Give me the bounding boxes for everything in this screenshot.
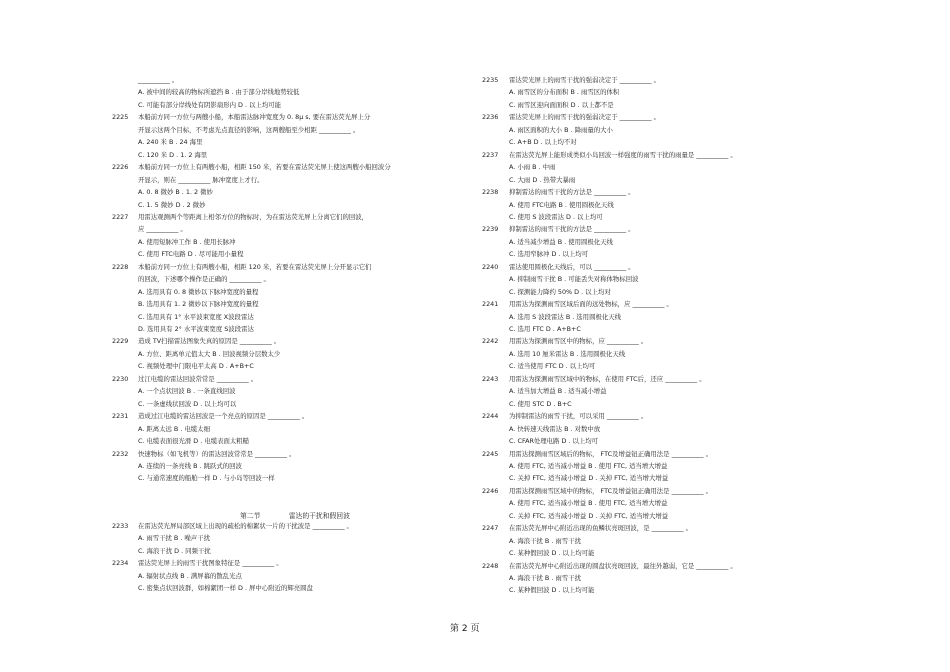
question-stem: 用雷达观测两个等距离上相邻方位的物标时，为在雷达荧光屏上分离它们的回波， — [138, 212, 369, 221]
question-stem: 本船前方同一方位上有两艘小船，相距 120 米，若要在雷达荧光屏上分开显示它们 — [138, 262, 372, 271]
page-number: 第 2 页 — [450, 624, 480, 634]
question-stem: 抑制雷达的雨雪干扰的方法是 __________ 。 — [509, 188, 635, 197]
question-stem: 本船前方同一方位与两艘小船，本船雷达脉冲宽度为 0. 8μ s, 要在雷达荧光屏上分 — [138, 113, 371, 122]
question-line: A. 雨雪干扰 B . 噪声干扰 — [138, 534, 210, 543]
question-stem: 抑制雷达的雨雪干扰的方法是 __________ 。 — [509, 225, 635, 234]
question-stem: 雷达荧光屏上的雨雪干扰的强弱决定于 __________ 。 — [509, 113, 661, 122]
question-line: 开显示，则在 __________ 脉冲宽度上才行。 — [138, 175, 264, 184]
question-number: 2243 — [482, 374, 499, 383]
question-line: C. 使用 STC D . B+C — [509, 399, 572, 408]
question-stem: 用雷达为探测雨雪区域中的物标，在使用 FTC后，还应 __________ 。 — [509, 374, 706, 383]
question-number: 2230 — [112, 374, 129, 383]
question-number: 2247 — [482, 524, 499, 533]
question-number: 2240 — [482, 262, 499, 271]
question-number: 2228 — [112, 262, 129, 271]
question-line: A. 海浪干扰 B . 雨雪干扰 — [509, 574, 581, 582]
question-line: C. 关掉 FTC, 适当减小增益 D . 关掉 FTC, 适当增大增益 — [509, 511, 669, 520]
question-stem: 在雷达荧光屏上能形成类似小岛回波一样强度的雨雪干扰的雨量是 __________ 。 — [509, 150, 737, 159]
question-stem: 过江电缆的雷达回波常常是 __________ 。 — [138, 374, 258, 383]
question-line: A. 使用 FTC电路 B . 使用圆极化天线 — [509, 200, 614, 209]
question-stem: 快速物标（如飞机等）的雷达回波常常是 __________ 。 — [138, 449, 296, 458]
question-line: A. 选用具有 0. 8 微妙以下脉冲宽度的量程 — [138, 287, 259, 296]
question-line: D. 选用具有 2° 水平波束宽度 S波段雷达 — [138, 325, 254, 333]
question-line: A. 被中间的较高的物标所遮挡 B . 由于部分岸线地势较低 — [138, 88, 300, 97]
question-stem: 在雷达荧光屏中心附近出现的圆盘状亮斑回波，最往外越弱，它是 __________ 。 — [509, 561, 737, 570]
question-number: 2227 — [112, 212, 129, 221]
question-line: A. 海浪干扰 B . 雨雪干扰 — [509, 536, 581, 545]
question-line: 开显示这两个目标，不考虑光点直径的影响，这两艘船至少相距 __________ 。 — [138, 125, 360, 134]
question-number: 2238 — [482, 188, 499, 197]
question-line: C. 使用 S 波段雷达 D . 以上均可 — [509, 212, 603, 221]
question-line: A. 连续的一条亮线 B . 跳跃式的回波 — [138, 461, 242, 470]
question-line: A. 雨雪区的分布面积 B . 雨雪区的体积 — [509, 88, 620, 97]
question-number: 2245 — [482, 449, 499, 458]
question-stem: 为抑制雷达的雨雪干扰，可以采用 __________ 。 — [509, 412, 648, 421]
question-number: 2242 — [482, 337, 499, 346]
question-line: C. 1. 5 微妙 D . 2 微妙 — [138, 200, 206, 209]
question-line: C. 某种假回波 D . 以上均可能 — [509, 549, 595, 558]
question-number: 2239 — [482, 225, 499, 234]
question-line: C. 适当使用 FTC D . 以上均可 — [509, 362, 596, 371]
question-line: __________ 。 — [138, 76, 179, 84]
question-stem: 在雷达荧光屏中心附近出现的鱼鳞状亮斑回波，是 __________ 。 — [509, 524, 692, 533]
question-number: 2246 — [482, 486, 499, 495]
question-line: C. 与通常速度的船舶一样 D . 与小岛等回波一样 — [138, 474, 275, 483]
question-line: 应 __________ 。 — [138, 225, 187, 234]
question-number: 2234 — [112, 559, 129, 568]
question-line: C. 一条虚线状回波 D . 以上均可以 — [138, 399, 237, 408]
question-line: C. 选用窄脉冲 D . 以上均可 — [509, 250, 589, 259]
question-number: 2244 — [482, 412, 499, 421]
question-line: B. 选用具有 1. 2 微妙以下脉冲宽度的量程 — [138, 300, 259, 309]
question-line: C. A+B D . 以上均不对 — [509, 138, 577, 147]
question-line: C. 电缆表面很光滑 D . 电缆表面太粗糙 — [138, 437, 250, 446]
section-label: 第二节 — [240, 512, 261, 520]
question-line: A. 辐射状点线 B . 满屏幕的散乱光点 — [138, 571, 242, 580]
question-line: C. 视频处理中门限电平太高 D . A+B+C — [138, 362, 254, 371]
question-line: C. 探测能力降约 50% D . 以上均对 — [509, 287, 611, 296]
question-stem: 用雷达为探测雨雪区中的物标，应 __________ 。 — [509, 337, 648, 346]
question-stem: 在雷达荧光屏局部区域上出现的疏松的棉絮状一片的干扰波是 __________ 。 — [138, 522, 353, 530]
question-line: A. 小雨 B . 中雨 — [509, 163, 556, 172]
question-stem: 雷达荧光屏上的雨雪干扰的强弱决定于 __________ 。 — [509, 76, 661, 84]
question-number: 2248 — [482, 561, 499, 570]
question-stem: 雷达使用圆极化天线后，可以 __________ 。 — [509, 262, 635, 271]
question-number: 2233 — [112, 522, 129, 530]
question-line: C. CFAR处理电路 D . 以上均可 — [509, 437, 599, 446]
question-line: C. 选用具有 1° 水平波束宽度 X波段雷达 — [138, 312, 254, 321]
question-line: C. 雨雪区迎向面面积 D . 以上都不是 — [509, 100, 614, 109]
question-line: A. 方位、距离单元值太大 B . 回波视频分层数太少 — [138, 349, 281, 358]
question-stem: 造成 TV扫描雷达图象失真的原因是 __________ 。 — [138, 337, 281, 346]
question-line: A. 0. 8 微妙 B . 1. 2 微妙 — [138, 188, 213, 197]
question-line: A. 使用 FTC, 适当减小增益 B . 使用 FTC, 适当增大增益 — [509, 499, 668, 508]
question-line: A. 选用 S 波段雷达 B . 选用圆极化天线 — [509, 312, 622, 321]
question-stem: 本船前方同一方位上有两艘小船，相距 150 米，若要在雷达荧光屏上使这两艘小船回波分 — [138, 163, 391, 172]
question-line: A. 雨区面积的大小 B . 降雨量的大小 — [509, 125, 613, 134]
question-line: A. 抑制雨雪干扰 B . 可能丢失对称体物标回波 — [509, 275, 639, 284]
question-number: 2229 — [112, 337, 129, 346]
question-number: 2231 — [112, 412, 129, 421]
question-line: A. 快转速天线雷达 B . 对数中放 — [509, 424, 601, 433]
question-stem: 造成过江电缆的雷达回波是一个亮点的原因是 __________ 。 — [138, 412, 309, 421]
question-number: 2236 — [482, 113, 499, 122]
question-line: C. 可能有部分岸线处有阴影扇形内 D . 以上均可能 — [138, 100, 281, 109]
question-number: 2232 — [112, 449, 129, 458]
question-line: A. 使用 FTC, 适当减小增益 B . 使用 FTC, 适当增大增益 — [509, 461, 668, 470]
question-number: 2241 — [482, 300, 499, 309]
question-line: C. 密集点状回波群，如棉絮团一样 D . 屏中心附近的辉亮圆盘 — [138, 584, 313, 593]
question-line: 的回波，下述哪个操作是正确的 __________ 。 — [138, 275, 270, 284]
question-number: 2225 — [112, 113, 129, 122]
question-line: A. 距离太远 B . 电缆太细 — [138, 424, 210, 433]
question-number: 2237 — [482, 150, 499, 159]
question-line: A. 使用短脉冲工作 B . 使用长脉冲 — [138, 237, 236, 246]
question-number: 2226 — [112, 163, 129, 172]
question-line: C. 海浪干扰 D . 同频干扰 — [138, 546, 211, 555]
question-line: C. 选用 FTC D . A+B+C — [509, 325, 581, 333]
question-line: A. 适当加大增益 B . 适当减小增益 — [509, 387, 607, 396]
question-stem: 雷达荧光屏上的雨雪干扰图象特征是 __________ 。 — [138, 559, 283, 568]
question-line: C. 某种假回波 D . 以上均可能 — [509, 586, 595, 595]
question-stem: 用雷达为探测雨雪区域后面的远处物标，应 __________ 。 — [509, 300, 673, 309]
section-title: 雷达的干扰和假回波 — [288, 512, 350, 520]
question-stem: 用雷达探测雨雪区域后的物标， FTC及增益钮正确用法是 __________ 。 — [509, 449, 712, 458]
question-line: A. 选用 10 厘米雷达 B . 选用圆极化天线 — [509, 349, 626, 358]
question-line: A. 240 米 B . 24 海里 — [138, 138, 203, 147]
question-line: A. 适当减少增益 B . 使用圆极化天线 — [509, 237, 613, 246]
question-line: C. 大雨 D . 热带大暴雨 — [509, 175, 576, 184]
section-heading — [240, 512, 350, 520]
question-line: C. 关掉 FTC, 适当减小增益 D . 关掉 FTC, 适当增大增益 — [509, 474, 669, 483]
question-line: A. 一个点状回波 B . 一条直线回波 — [138, 387, 236, 396]
question-line: C. 使用 FTC电路 D . 尽可能用小量程 — [138, 250, 244, 259]
question-line: C. 120 米 D . 1. 2 海里 — [138, 150, 208, 159]
question-stem: 用雷达探测雨雪区域中的物标， FTC及增益钮正确用法是 __________ 。 — [509, 486, 712, 495]
question-number: 2235 — [482, 76, 499, 84]
